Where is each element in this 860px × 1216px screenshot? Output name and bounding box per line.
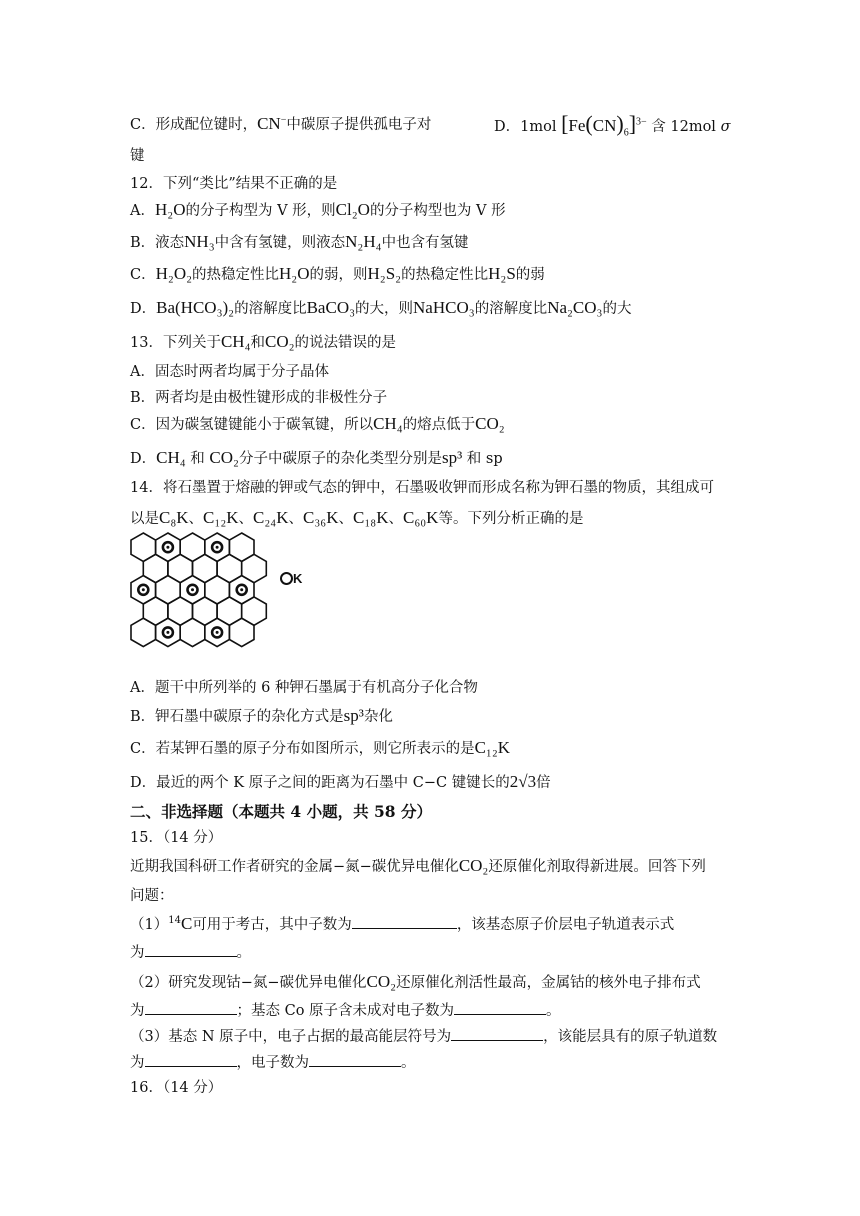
fe-cn6-complex: $[Fe(CN)_6]^{3-}$: [561, 111, 647, 139]
q11-option-d: D．1mol $[Fe(CN)_6]^{3-}$ 含 12mol σ: [494, 111, 731, 139]
q14-option-c: C．若某钾石墨的原子分布如图所示，则它所表示的是C₁₂K: [130, 738, 511, 757]
q14-stem-line2: 以是C₈K、C₁₂K、C₂₄K、C₃₆K、C₁₈K、C₆₀K等。下列分析正确的是: [130, 508, 584, 527]
answer-blank[interactable]: [145, 1052, 237, 1067]
q15-part3: （3）基态 N 原子中，电子占据的最高能层符号为 ，该能层具有的原子轨道数: [130, 1026, 717, 1047]
q13-option-b: B．两者均是由极性键形成的非极性分子: [130, 390, 388, 406]
k-atom-center: [166, 631, 169, 634]
q13-stem: 13．下列关于CH₄和CO₂的说法错误的是: [130, 332, 397, 351]
q12-option-d: D．Ba(HCO₃)₂的溶解度比BaCO₃的大，则NaHCO₃的溶解度比Na₂CO₃的大: [130, 298, 632, 317]
section-title: 二、非选择题（本题共 4 小题，共 58 分）: [130, 802, 432, 821]
q12-option-a: A．H₂O的分子构型为 V 形，则Cl₂O的分子构型也为 V 形: [130, 200, 506, 219]
k-atom-center: [166, 546, 169, 549]
q15-part2-wrap: 为 ；基态 Co 原子含未成对电子数为 。: [130, 1000, 561, 1021]
q12-option-b: B．液态NH₃中含有氢键，则液态N₂H₄中也含有氢键: [130, 232, 469, 251]
potassium-graphite-lattice-diagram: [128, 532, 278, 668]
k-atom-center: [216, 631, 219, 634]
q14-option-a: A．题干中所列举的 6 种钾石墨属于有机高分子化合物: [130, 680, 478, 696]
answer-blank[interactable]: [145, 942, 237, 957]
answer-blank[interactable]: [145, 1000, 237, 1015]
q12-stem: 12．下列“类比”结果不正确的是: [130, 176, 338, 192]
q13-option-d: D．CH₄ 和 CO₂分子中碳原子的杂化类型分别是sp³ 和 sp: [130, 448, 503, 467]
q12-option-c: C．H₂O₂的热稳定性比H₂O的弱，则H₂S₂的热稳定性比H₂S的弱: [130, 264, 545, 283]
k-legend-label: K: [280, 571, 302, 586]
q14-option-b: B．钾石墨中碳原子的杂化方式是sp³杂化: [130, 706, 393, 725]
q15-head: 15．（14 分）: [130, 830, 223, 846]
q16-head: 16．（14 分）: [130, 1080, 223, 1096]
q15-intro: 近期我国科研工作者研究的金属−氮−碳优异电催化CO₂还原催化剂取得新进展。回答下列: [130, 856, 706, 875]
q13-option-a: A．固态时两者均属于分子晶体: [130, 364, 329, 380]
hexagon-ring: [229, 618, 254, 646]
q15-part2: （2）研究发现钴−氮−碳优异电催化CO₂还原催化剂活性最高，金属钴的核外电子排布式: [130, 972, 701, 991]
hexagon-ring: [131, 618, 156, 646]
answer-blank[interactable]: [454, 1000, 546, 1015]
q13-option-c: C．因为碳氢键键能小于碳氧键，所以CH₄的熔点低于CO₂: [130, 414, 505, 433]
q11-wrap: 键: [130, 148, 145, 164]
answer-blank[interactable]: [309, 1052, 401, 1067]
k-atom-center: [142, 588, 145, 591]
q15-part1-wrap: 为 。: [130, 942, 251, 963]
q15-part3-wrap: 为 ，电子数为 。: [130, 1052, 416, 1073]
q15-part1: $(1)^{14}C$可用于考古，其中子数为 ，该基态原子价层电子轨道表示式: [130, 914, 675, 933]
q14-stem-line1: 14．将石墨置于熔融的钾或气态的钾中，石墨吸收钾而形成名称为钾石墨的物质，其组成可: [130, 480, 714, 496]
k-atom-center: [240, 588, 243, 591]
cn-ion: CN−: [257, 114, 287, 133]
k-atom-center: [216, 546, 219, 549]
q14-option-d: D．最近的两个 K 原子之间的距离为石墨中 C−C 键键长的2√3倍: [130, 772, 551, 791]
q15-intro-wrap: 问题：: [130, 888, 174, 904]
answer-blank[interactable]: [352, 914, 457, 929]
hexagon-ring: [180, 618, 205, 646]
answer-blank[interactable]: [451, 1026, 543, 1041]
q11-option-c: C．形成配位键时，CN−中碳原子提供孤电子对: [130, 114, 432, 133]
k-atom-center: [191, 588, 194, 591]
